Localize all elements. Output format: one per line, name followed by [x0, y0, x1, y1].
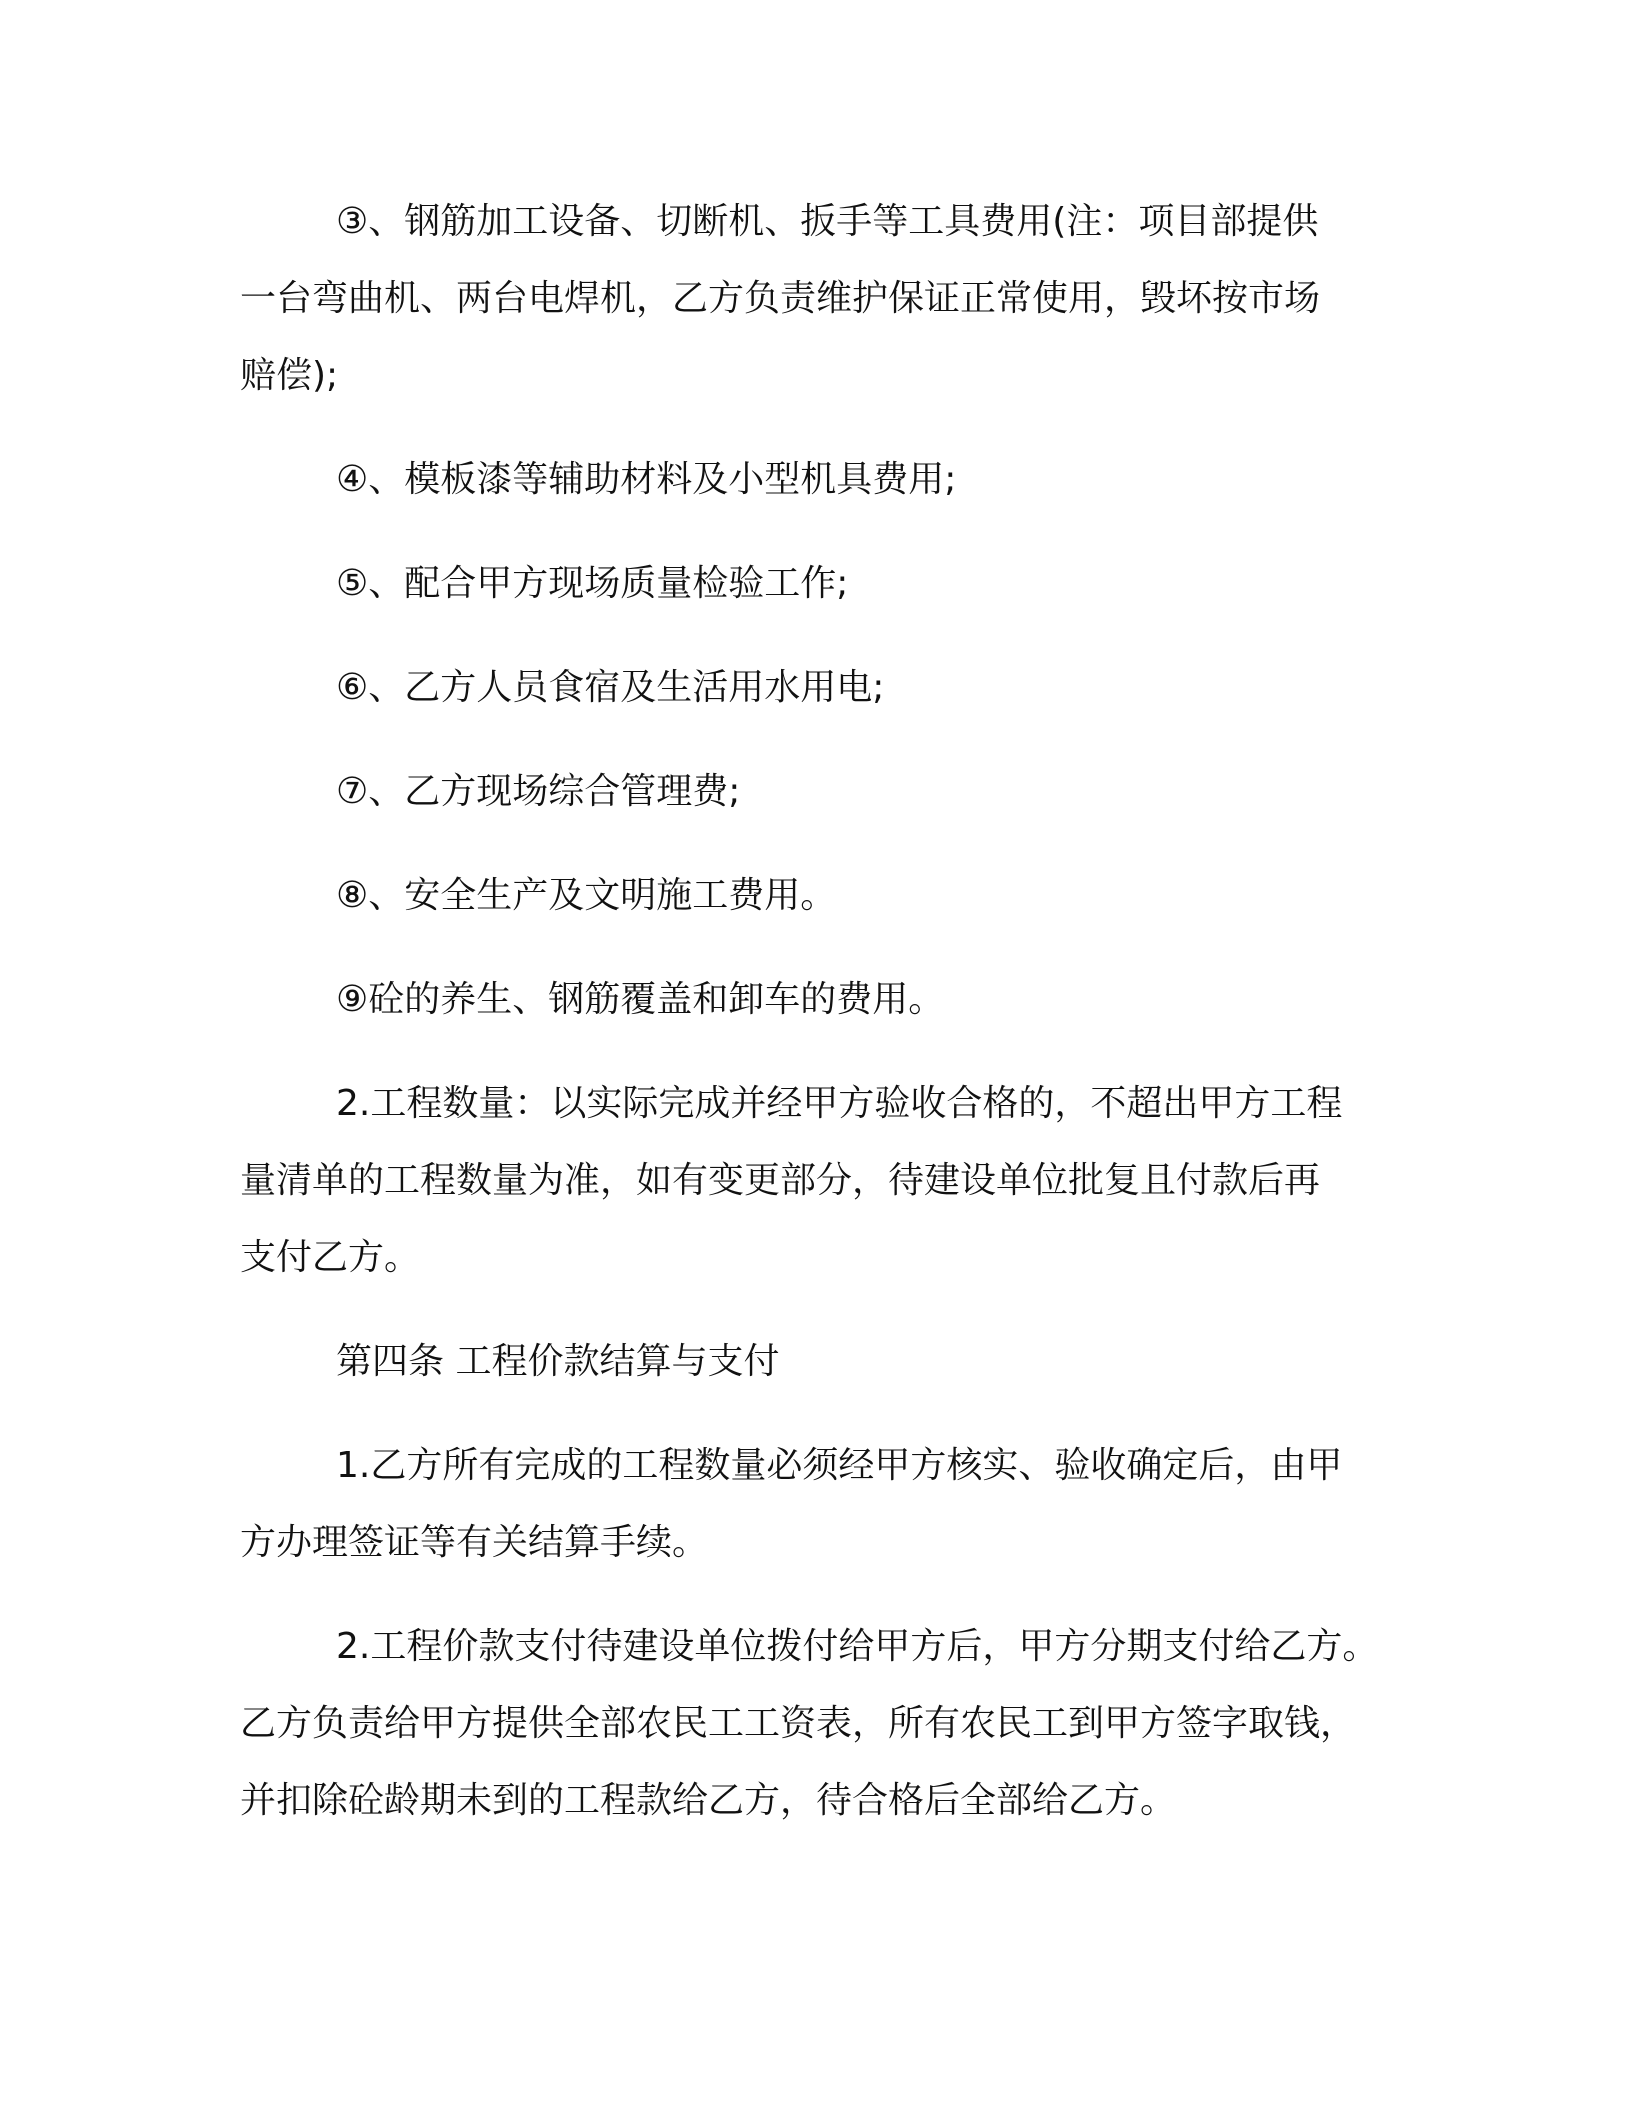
text-line: 支付乙方。	[240, 1237, 421, 1278]
text-line: ⑦、乙方现场综合管理费;	[336, 771, 741, 812]
item-8-paragraph	[240, 857, 1390, 934]
text-line: ⑨砼的养生、钢筋覆盖和卸车的费用。	[336, 979, 945, 1020]
payment-clause-2-paragraph	[240, 1608, 1390, 1839]
text-line: 并扣除砼龄期未到的工程款给乙方，待合格后全部给乙方。	[240, 1780, 1177, 1821]
quantity-clause-paragraph	[240, 1065, 1390, 1296]
text-line: ③、钢筋加工设备、切断机、扳手等工具费用(注：项目部提供	[336, 201, 1319, 242]
document-body	[240, 183, 1390, 1866]
item-4-paragraph	[240, 441, 1390, 518]
text-line: ⑧、安全生产及文明施工费用。	[336, 875, 837, 916]
text-line: 2.工程数量：以实际完成并经甲方验收合格的，不超出甲方工程	[336, 1083, 1343, 1124]
text-line: 赔偿);	[240, 355, 339, 396]
text-line: 第四条 工程价款结算与支付	[336, 1341, 780, 1382]
item-9-paragraph	[240, 961, 1390, 1038]
article-4-heading	[240, 1323, 1390, 1400]
text-line: 方办理签证等有关结算手续。	[240, 1522, 709, 1563]
text-line: 一台弯曲机、两台电焊机，乙方负责维护保证正常使用，毁坏按市场	[240, 278, 1321, 319]
settlement-clause-1-paragraph	[240, 1427, 1390, 1581]
item-6-paragraph	[240, 649, 1390, 726]
text-line: ⑥、乙方人员食宿及生活用水用电;	[336, 667, 885, 708]
item-5-paragraph	[240, 545, 1390, 622]
text-line: 乙方负责给甲方提供全部农民工工资表，所有农民工到甲方签字取钱，	[240, 1703, 1357, 1744]
item-3-paragraph	[240, 183, 1390, 414]
text-line: 1.乙方所有完成的工程数量必须经甲方核实、验收确定后，由甲	[336, 1445, 1343, 1486]
text-line: ④、模板漆等辅助材料及小型机具费用;	[336, 459, 957, 500]
text-line: 量清单的工程数量为准，如有变更部分，待建设单位批复且付款后再	[240, 1160, 1321, 1201]
text-line: 2.工程价款支付待建设单位拨付给甲方后，甲方分期支付给乙方。	[336, 1626, 1379, 1667]
text-line: ⑤、配合甲方现场质量检验工作;	[336, 563, 849, 604]
item-7-paragraph	[240, 753, 1390, 830]
